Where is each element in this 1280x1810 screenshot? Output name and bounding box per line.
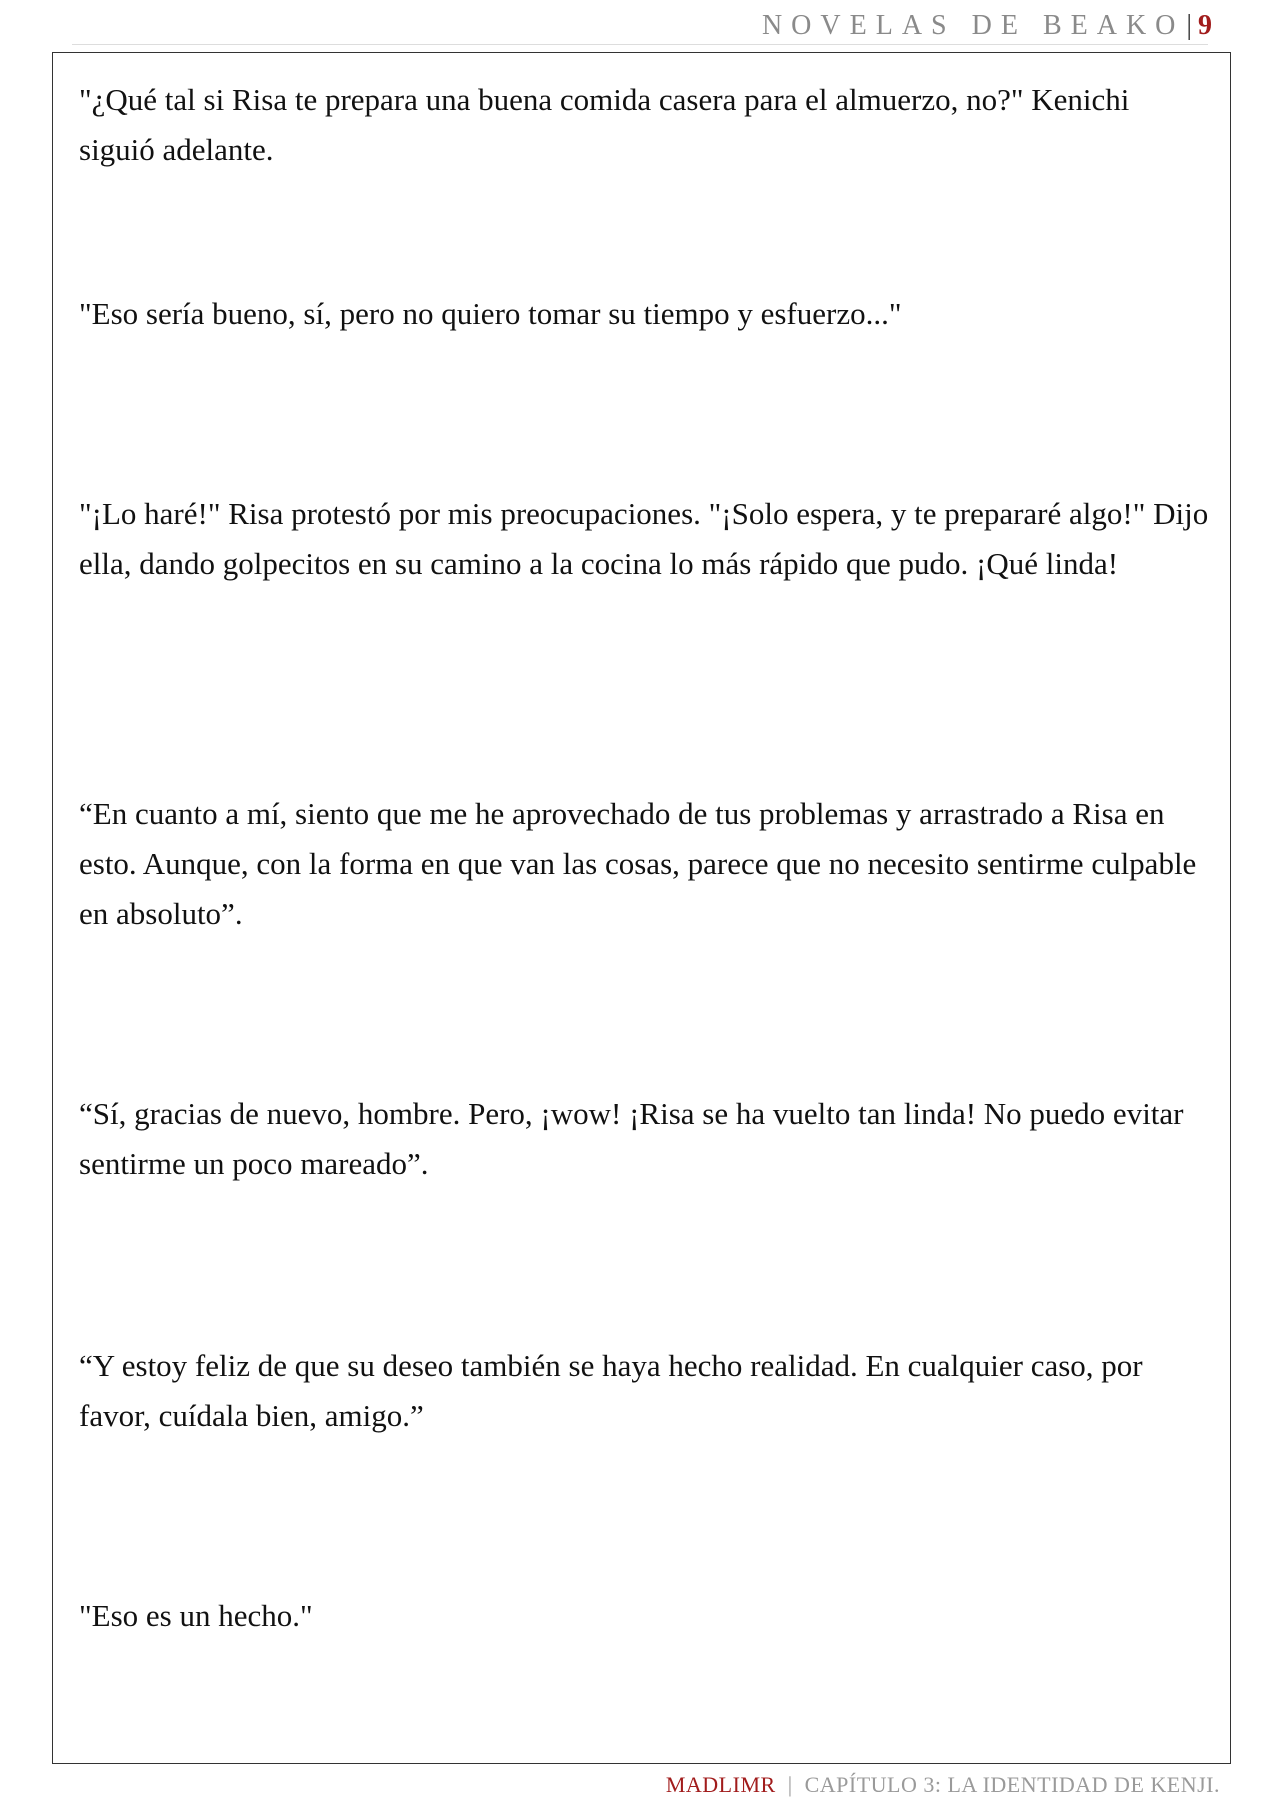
page-frame (52, 52, 1231, 1764)
header-separator: | (1186, 10, 1192, 41)
paragraph-1: "¿Qué tal si Risa te prepara una buena comida casera para el almuerzo, no?" Kenichi siguió adelante. (79, 82, 1130, 167)
paragraph-3: "¡Lo haré!" Risa protestó por mis preocupaciones. "¡Solo espera, y te prepararé algo!" Dijo ella, dando golpecitos en su camino a la cocina lo más rápido que pudo. ¡Qué linda! (79, 496, 1209, 581)
paragraph-2: "Eso sería bueno, sí, pero no quiero tomar su tiempo y esfuerzo..." (79, 296, 902, 331)
paragraph-4: “En cuanto a mí, siento que me he aprovechado de tus problemas y arrastrado a Risa en esto. Aunque, con la forma en que van las cosas, parece que no necesito sentirme culpable en absoluto”. (79, 796, 1197, 931)
paragraph-7: "Eso es un hecho." (79, 1598, 313, 1633)
footer-author: MADLIMR (665, 1772, 776, 1797)
paragraph-6: “Y estoy feliz de que su deseo también se haya hecho realidad. En cualquier caso, por favor, cuídala bien, amigo.” (79, 1348, 1143, 1433)
paragraph-5: “Sí, gracias de nuevo, hombre. Pero, ¡wow! ¡Risa se ha vuelto tan linda! No puedo evitar sentirme un poco mareado”. (79, 1096, 1184, 1181)
book-title: NOVELAS DE BEAKO (761, 10, 1185, 41)
running-footer (666, 1772, 1220, 1798)
page-number: 9 (1198, 10, 1212, 41)
footer-separator: | (787, 1772, 793, 1797)
header-rule (72, 44, 1208, 45)
running-header (762, 8, 1212, 44)
footer-chapter: CAPÍTULO 3: LA IDENTIDAD DE KENJI. (804, 1772, 1220, 1797)
